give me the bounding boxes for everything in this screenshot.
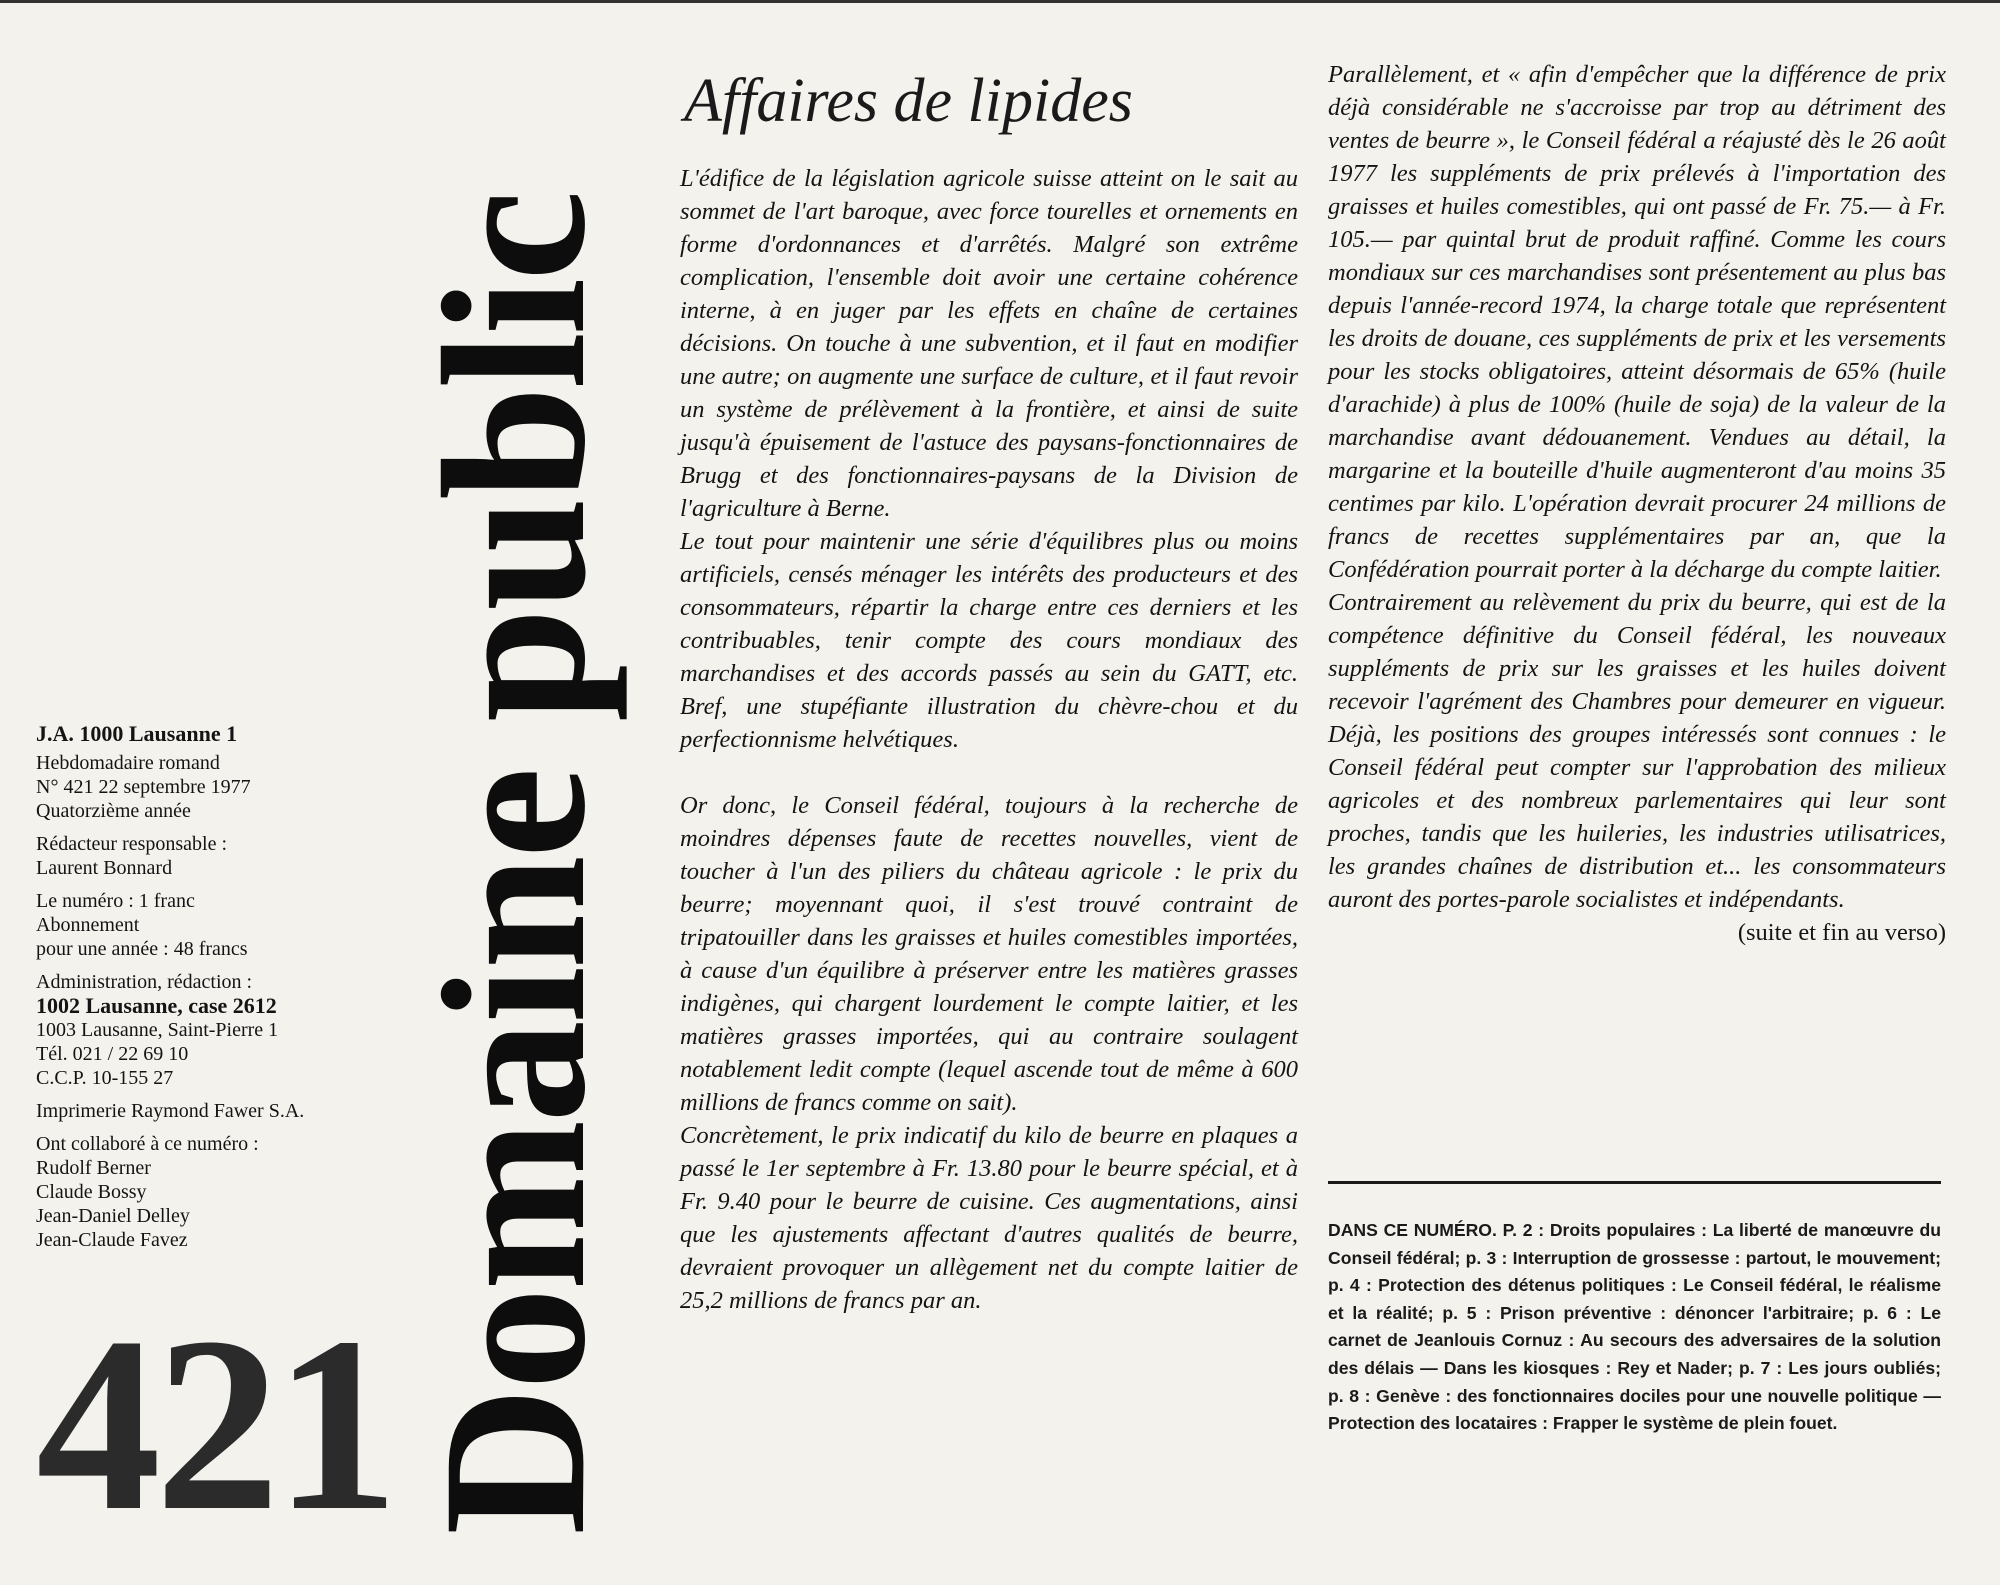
article-column-1 xyxy=(680,162,1298,1317)
admin-label: Administration, rédaction : xyxy=(36,971,253,993)
article-paragraph: L'édifice de la législation agricole suisse atteint on le sait au sommet de l'art baroque, avec force tourelles et ornements en forme d'ordonnances et d'arrêtés. Malgré son extrême complication, l'ensemble doit avoir une certaine cohérence interne, à en juger par les effets en chaîne de certaines décisions. On touche à une subvention, et il faut en modifier une autre; on augmente une surface de culture, et il faut revoir un système de prélèvement à la frontière, et ainsi de suite jusqu'à épuisement de l'astuce des paysans-fonctionnaires de Brugg et des fonctionnaires-paysans de la Division de l'agriculture à Berne. xyxy=(680,165,1298,522)
publication-year: Quatorzième année xyxy=(36,800,191,822)
contributor: Jean-Claude Favez xyxy=(36,1229,188,1251)
phone: Tél. 021 / 22 69 10 xyxy=(36,1043,189,1065)
continued-note: (suite et fin au verso) xyxy=(1737,919,1946,946)
contents-divider xyxy=(1328,1181,1941,1184)
issue-date: N° 421 22 septembre 1977 xyxy=(36,776,251,798)
contents-text: DANS CE NUMÉRO. P. 2 : Droits populaires : La liberté de manœuvre du Conseil fédéral; p. 3 : Interruption de grossesse : partout, le mouvement; p. 4 : Protection des détenus politiques : Le Conseil fédéral, le réalisme et la réalité; p. 5 : Prison préventive : dénoncer l'arbitraire; p. 6 : Le carnet de Jeanlouis Cornuz : Au secours des adversaires de la solution des délais — Dans les kiosques : Rey et Nader; p. 7 : Les jours oubliés; p. 8 : Genève : des fonctionnaires dociles pour une nouvelle politique — Protection des locataires : Frapper le système de plein fouet. xyxy=(1328,1220,1941,1434)
contributor: Claude Bossy xyxy=(36,1181,147,1203)
publication-type: Hebdomadaire romand xyxy=(36,752,220,774)
article-paragraph: Parallèlement, et « afin d'empêcher que la différence de prix déjà considérable ne s'accroisse par trop au détriment des ventes de beurre », le Conseil fédéral a réajusté dès le 26 août 1977 les suppléments de prix prélevés à l'importation des graisses et huiles comestibles, qui ont passé de Fr. 75.— à Fr. 105.— par quintal brut de produit raffiné. Comme les cours mondiaux sur ces marchandises sont présentement au plus bas depuis l'année-record 1974, la charge totale que représentent les droits de douane, ces suppléments de prix et les versements pour les stocks obligatoires, atteint désormais de 65% (huile d'arachide) à plus de 100% (huile de soja) de la valeur de la marchandise avant dédouanement. Vendues au détail, la margarine et la bouteille d'huile augmenteront d'au moins 35 centimes par kilo. L'opération devrait procurer 24 millions de francs de recettes supplémentaires par an, que la Confédération pourrait porter à la décharge du compte laitier. xyxy=(1328,61,1946,583)
editor-label: Rédacteur responsable : xyxy=(36,833,228,855)
article-column-2 xyxy=(1328,58,1946,949)
top-rule xyxy=(0,0,2000,3)
table-of-contents xyxy=(1328,1217,1941,1438)
printer: Imprimerie Raymond Fawer S.A. xyxy=(36,1100,305,1122)
article-paragraph: Concrètement, le prix indicatif du kilo de beurre en plaques a passé le 1er septembre à Fr. 13.80 pour le beurre spécial, et à Fr. 9.40 pour le beurre de cuisine. Ces augmentations, ainsi que les ajustements affectant d'autres qualités de beurre, devraient provoquer un allègement net du compte laitier de 25,2 millions de francs par an. xyxy=(680,1122,1298,1314)
contributor: Rudolf Berner xyxy=(36,1157,151,1179)
postal-line: J.A. 1000 Lausanne 1 xyxy=(36,721,238,746)
article-paragraph: Contrairement au relèvement du prix du beurre, qui est de la compétence définitive du Conseil fédéral, les nouveaux suppléments de prix sur les graisses et les huiles doivent recevoir l'agrément des Chambres pour demeurer en vigueur. Déjà, les positions des groupes intéressés sont connues : le Conseil fédéral peut compter sur l'approbation des milieux agricoles et des nombreux parlementaires qui leur sont proches, tandis que les huileries, les industries utilisatrices, les grandes chaînes de distribution et... les consommateurs auront des portes-parole socialistes et indépendants. xyxy=(1328,589,1946,913)
subscription-price: pour une année : 48 francs xyxy=(36,938,248,960)
article-headline: Affaires de lipides xyxy=(684,67,1133,135)
admin-address: 1002 Lausanne, case 2612 xyxy=(36,993,277,1018)
article-paragraph: Le tout pour maintenir une série d'équilibres plus ou moins artificiels, censés ménager les intérêts des producteurs et des consommateurs, répartir la charge entre ces derniers et les contribuables, tenir compte des cours mondiaux des marchandises et des accords passés au sein du GATT, etc. Bref, une stupéfiante illustration du chèvre-chou et du perfectionnisme helvétiques. xyxy=(680,528,1298,753)
subscription-label: Abonnement xyxy=(36,914,140,936)
contributors-label: Ont collaboré à ce numéro : xyxy=(36,1133,259,1155)
issue-price: Le numéro : 1 franc xyxy=(36,890,195,912)
article-paragraph: Or donc, le Conseil fédéral, toujours à la recherche de moindres dépenses faute de recettes nouvelles, vient de toucher à l'un des piliers du château agricole : le prix du beurre; moyennant quoi, il s'est trouvé contraint de tripatouiller dans les graisses et huiles comestibles importées, à cause d'un équilibre à préserver entre les matières grasses indigènes, qui chargent lourdement le compte laitier, et les matières grasses importées, qui au contraire soulagent notablement ledit compte (lequel ascende tout de même à 600 millions de francs comme on sait). xyxy=(680,792,1298,1116)
contributor: Jean-Daniel Delley xyxy=(36,1205,190,1227)
street-address: 1003 Lausanne, Saint-Pierre 1 xyxy=(36,1019,279,1041)
colophon xyxy=(36,722,406,1261)
issue-number: 421 xyxy=(36,1286,393,1563)
editor-name: Laurent Bonnard xyxy=(36,857,173,879)
ccp: C.C.P. 10-155 27 xyxy=(36,1067,174,1089)
masthead-title: Domaine public xyxy=(401,193,628,1535)
